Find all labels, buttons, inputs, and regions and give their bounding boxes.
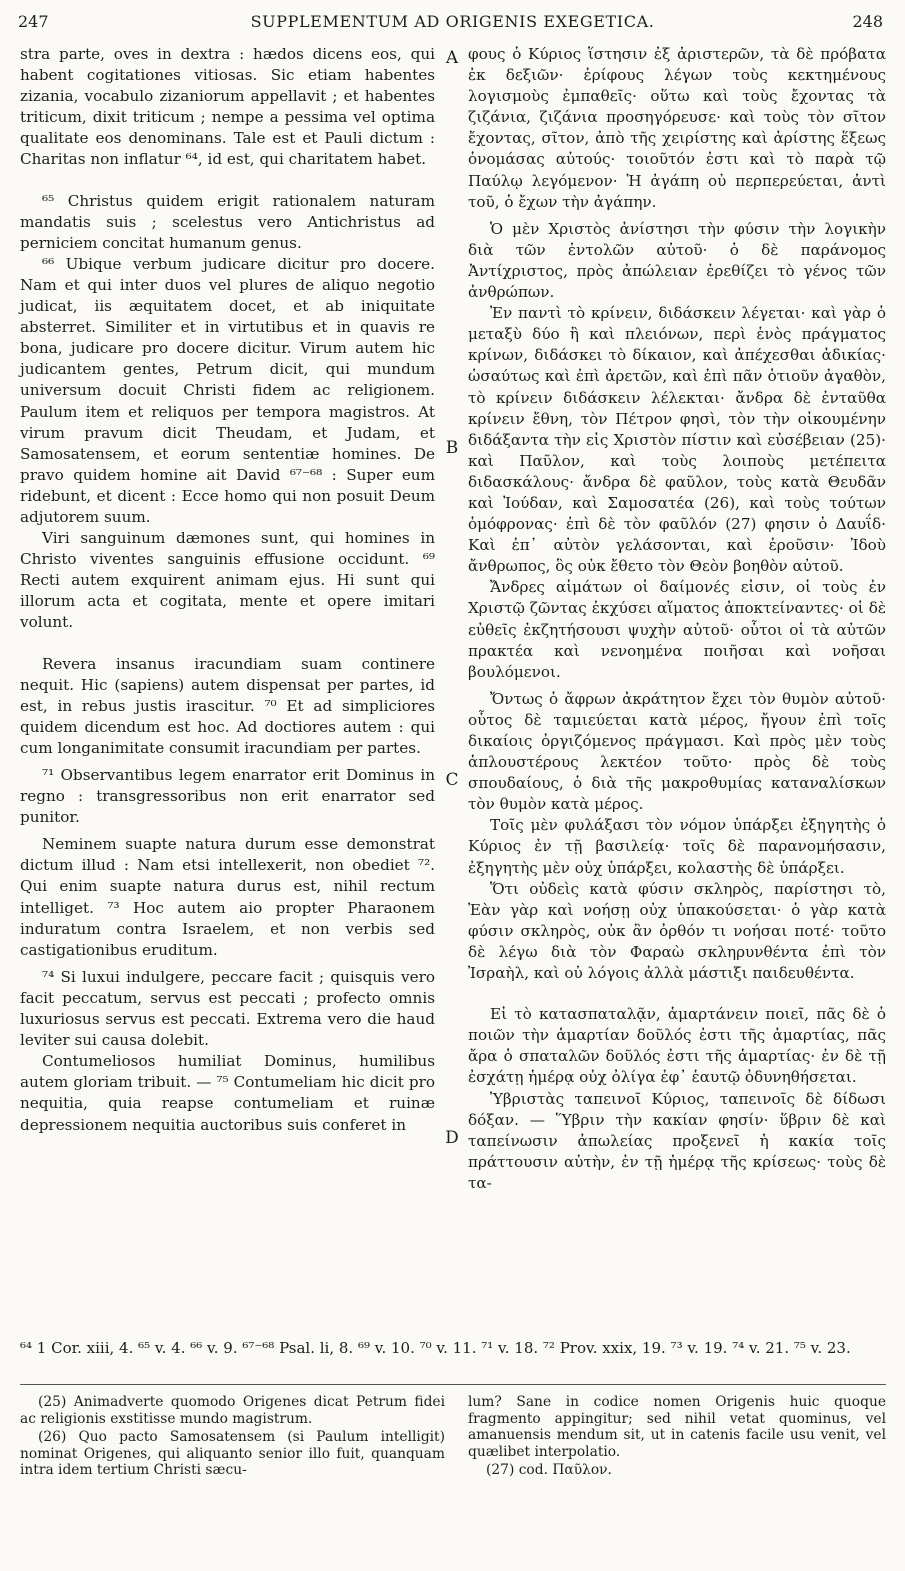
greek-paragraph-8: Εἰ τὸ κατασπαταλᾷν, ἁμαρτάνειν ποιεῖ, πᾶς δὲ ὁ ποιῶν τὴν ἁμαρτίαν δοῦλός ἐστι τῆς ἁμαρτίας, πᾶς ἄρα ὁ σπαταλῶν δοῦλός ἐστι τῆς ἁμαρτίας· ἐν δὲ τῇ ἐσχάτῃ ἡμέρᾳ οὐχ ὀλίγα ἐφ᾽ ἑαυτῷ ὀδυνηθήσεται.: [468, 1005, 886, 1087]
page-header: [0, 4, 905, 34]
margin-marker-c: C: [445, 770, 459, 790]
latin-paragraph-3: ⁶⁶ Ubique verbum judicare dicitur pro docere. Nam et qui inter duos vel plures de aliquo negotio judicat, iis æquitatem docet, et ab iniquitate absterret. Similiter et in virtutibus et in quavis re bona, judicare pro docere dicitur. Virum autem hic judicantem gentes, Petrum dicit, qui mundum universum docuit Christi fidem ac religionem. Paulum item et reliquos per tempora magistros. At virum pravum dicit Theudam, et Judam, et Samosatensem, et eorum sententiæ homines. De pravo quidem homine ait David ⁶⁷⁻⁶⁸ : Super eum ridebunt, et dicent : Ecce homo qui non posuit Deum adjutorem suum.: [20, 254, 435, 526]
latin-paragraph-1: stra parte, oves in dextra : hædos dicens eos, qui habent cogitationes vitiosas. Sic etiam habentes zizania, vocabulo zizaniorum appellavit ; et habentes triticum, dixit triticum ; nempe a pessima vel optima qualitate eos denominans. Tale est et Pauli dictum : Charitas non inflatur ⁶⁴, id est, qui charitatem habet.: [20, 45, 435, 169]
footnotes-left: [20, 1394, 445, 1481]
greek-column: [468, 44, 886, 1194]
footnote-25: (25) Animadverte quomodo Origenes dicat Petrum fidei ac religionis exstitisse mundo magistrum.: [20, 1394, 445, 1427]
latin-paragraph-4: Viri sanguinum dæmones sunt, qui homines in Christo viventes sanguinis effusione occidunt. ⁶⁹ Recti autem exquirent animam ejus. Hi sunt qui illorum acta et cogitata, mente et opere imitari volunt.: [20, 529, 435, 632]
page-number-left: 247: [18, 12, 49, 31]
footnote-26-continued: lum? Sane in codice nomen Origenis huic quoque fragmento appingitur; sed nihil vetat quominus, vel amanuensis mendum sit, ut in catenis facile usu venit, vel quælibet interpolatio.: [468, 1394, 886, 1460]
latin-paragraph-5: Revera insanus iracundiam suam continere nequit. Hic (sapiens) autem dispensat per partes, id est, in rebus justis irascitur. ⁷⁰ Et ad simpliciores quidem dicendum est hoc. Ad doctiores autem : qui cum longanimitate consumit iracundiam per partes.: [20, 654, 435, 757]
greek-paragraph-1: φους ὁ Κύριος ἵστησιν ἐξ ἀριστερῶν, τὰ δὲ πρόβατα ἐκ δεξιῶν· ἐρίφους λέγων τοὺς κεκτημένους λογισμοὺς ἐμπαθεῖς· οὕτω καὶ τοὺς ἔχοντας τὰ ζιζάνια, ζιζάνια προσηγόρευσε· καὶ τοὺς τὸν σῖτον ἔχοντας, σῖτον, ἀπὸ τῆς χειρίστης καὶ ἀρίστης ἕξεως ὀνομάσας αὐτούς· τοιοῦτόν ἐστι καὶ τὸ παρὰ τῷ Παύλῳ λεγόμενον· Ἡ ἀγάπη οὐ περπερεύεται, ἀντὶ τοῦ, ὁ ἔχων τὴν ἀγάπην.: [468, 45, 886, 211]
greek-paragraph-9: Ὑβριστὰς ταπεινοῖ Κύριος, ταπεινοῖς δὲ δίδωσι δόξαν. — Ὕβριν τὴν κακίαν φησίν· ὕβριν δὲ καὶ ταπείνωσιν ἀπωλείας προξενεῖ ἡ κακία τοῖς πράττουσιν αὐτὴν, ἐν τῇ ἡμέρᾳ τῆς κρίσεως· τοὺς δὲ τα-: [468, 1089, 886, 1192]
footnotes-right: [468, 1394, 886, 1481]
margin-marker-b: B: [445, 438, 459, 458]
greek-paragraph-6: Τοῖς μὲν φυλάξασι τὸν νόμον ὑπάρξει ἐξηγητὴς ὁ Κύριος ἐν τῇ βασιλείᾳ· τοῖς δὲ παρανομήσασιν, ἐξηγητὴς μὲν οὐχ ὑπάρξει, κολαστὴς δὲ ὑπάρξει.: [468, 816, 886, 877]
greek-paragraph-3: Ἐν παντὶ τὸ κρίνειν, διδάσκειν λέγεται· καὶ γὰρ ὁ μεταξὺ δύο ἢ καὶ πλειόνων, περὶ ἑνὸς πράγματος κρίνων, διδάσκει τὸ δίκαιον, καὶ ἀπέχεσθαι ἀδικίας· ὡσαύτως καὶ ἐπὶ ἀρετῶν, καὶ ἐπὶ πᾶν ὁτιοῦν ἀγαθὸν, τὸ κρίνειν διδάσκειν λέλεκται· ἄνδρα δὲ ἐνταῦθα κρίνειν ἔθνη, τὸν Πέτρον φησὶ, τὸν τὴν οἰκουμένην διδάξαντα τὴν εἰς Χριστὸν πίστιν καὶ εὐσέβειαν (25)· καὶ Παῦλον, καὶ τοὺς λοιποὺς μετέπειτα διδασκάλους· ἄνδρα δὲ φαῦλον, τοὺς κατὰ Θευδᾶν καὶ Ἰούδαν, καὶ Σαμοσατέα (26), καὶ τοὺς τούτων ὁμόφρονας· ἐπὶ δὲ τὸν φαῦλόν (27) φησιν ὁ Δαυΐδ· Καὶ ἐπ᾽ αὐτὸν γελάσονται, καὶ ἐροῦσιν· Ἰδοὺ ἄνθρωπος, ὃς οὐκ ἔθετο τὸν Θεὸν βοηθὸν αὐτοῦ.: [468, 304, 886, 576]
greek-paragraph-4: Ἄνδρες αἱμάτων οἱ δαίμονές εἰσιν, οἱ τοὺς ἐν Χριστῷ ζῶντας ἐκχύσει αἵματος ἀποκτείναντες· οἱ δὲ εὐθεῖς ἐκζητήσουσι ψυχὴν αὐτοῦ· οὗτοι οἱ τὰ αὐτῶν πρακτέα καὶ νενοημένα ποιῆσαι καὶ νοῆσαι βουλόμενοι.: [468, 578, 886, 681]
page-number-right: 248: [852, 12, 883, 31]
greek-paragraph-2: Ὁ μὲν Χριστὸς ἀνίστησι τὴν φύσιν τὴν λογικὴν διὰ τῶν ἐντολῶν αὐτοῦ· ὁ δὲ παράνομος Ἀντίχριστος, πρὸς ἀπώλειαν ἐρεθίζει τὸ γένος τῶν ἀνθρώπων.: [468, 219, 886, 302]
greek-paragraph-7: Ὅτι οὐδεὶς κατὰ φύσιν σκληρὸς, παρίστησι τὸ, Ἐὰν γὰρ καὶ νοήσῃ οὐχ ὑπακούσεται· ὁ γὰρ κατὰ φύσιν σκληρὸς, οὐκ ἂν ὀρθόν τι νοήσαι ποτέ· τοῦτο δὲ λέγω διὰ τὸν Φαραὼ σκληρυνθέντα ἐπὶ τὸν Ἰσραὴλ, καὶ οὐ λόγοις ἀλλὰ μάστιξι παιδευθέντα.: [468, 879, 886, 983]
latin-paragraph-8: ⁷⁴ Si luxui indulgere, peccare facit ; quisquis vero facit peccatum, servus est peccati ; profecto omnis luxuriosus servus est peccati. Extrema vero die haud leviter sui causa dolebit.: [20, 967, 435, 1050]
latin-paragraph-2: ⁶⁵ Christus quidem erigit rationalem naturam mandatis suis ; scelestus vero Antichristus ad perniciem concitat humanum genus.: [20, 191, 435, 252]
footnote-26: (26) Quo pacto Samosatensem (si Paulum intelligit) nominat Origenes, qui aliquanto senior illo fuit, quanquam intra idem tertium Christi sæcu-: [20, 1429, 445, 1479]
margin-marker-a: A: [445, 48, 459, 68]
footnote-27: (27) cod. Παῦλον.: [486, 1462, 612, 1479]
latin-paragraph-9: Contumeliosos humiliat Dominus, humilibus autem gloriam tribuit. — ⁷⁵ Contumeliam hic dicit pro nequitia, quia reapse contumeliam et ruinæ depressionem nequitia auctoribus suis conferet in: [20, 1052, 435, 1134]
greek-paragraph-5: Ὄντως ὁ ἄφρων ἀκράτητον ἔχει τὸν θυμὸν αὐτοῦ· οὗτος δὲ ταμιεύεται κατὰ μέρος, ἤγουν ἐπὶ τοῖς δικαίοις ὀργιζόμενος πράγμασι. Καὶ πρὸς μὲν τοὺς ἁπλουστέρους λεκτέον τοῦτο· πρὸς δὲ τοὺς σπουδαίους, ὁ διὰ τῆς μακροθυμίας καταναλίσκων τὸν θυμὸν κατὰ μέρος.: [468, 689, 886, 814]
latin-paragraph-7: Neminem suapte natura durum esse demonstrat dictum illud : Nam etsi intellexerit, non obediet ⁷². Qui enim suapte natura durus est, nihil rectum intelliget. ⁷³ Hoc autem aio propter Pharaonem induratum contra Israelem, et non verbis sed castigationibus eruditum.: [20, 835, 435, 959]
latin-column: [20, 44, 435, 1136]
running-title: SUPPLEMENTUM AD ORIGENIS EXEGETICA.: [250, 12, 655, 31]
scripture-references: ⁶⁴ 1 Cor. xiii, 4. ⁶⁵ v. 4. ⁶⁶ v. 9. ⁶⁷⁻⁶⁸ Psal. li, 8. ⁶⁹ v. 10. ⁷⁰ v. 11. ⁷¹ v. 18. ⁷² Prov. xxix, 19. ⁷³ v. 19. ⁷⁴ v. 21. ⁷⁵ v. 23.: [20, 1339, 851, 1357]
latin-paragraph-6: ⁷¹ Observantibus legem enarrator erit Dominus in regno : transgressoribus non erit enarrator sed punitor.: [20, 766, 435, 827]
margin-marker-d: D: [445, 1128, 459, 1148]
footnote-divider: [20, 1384, 886, 1385]
